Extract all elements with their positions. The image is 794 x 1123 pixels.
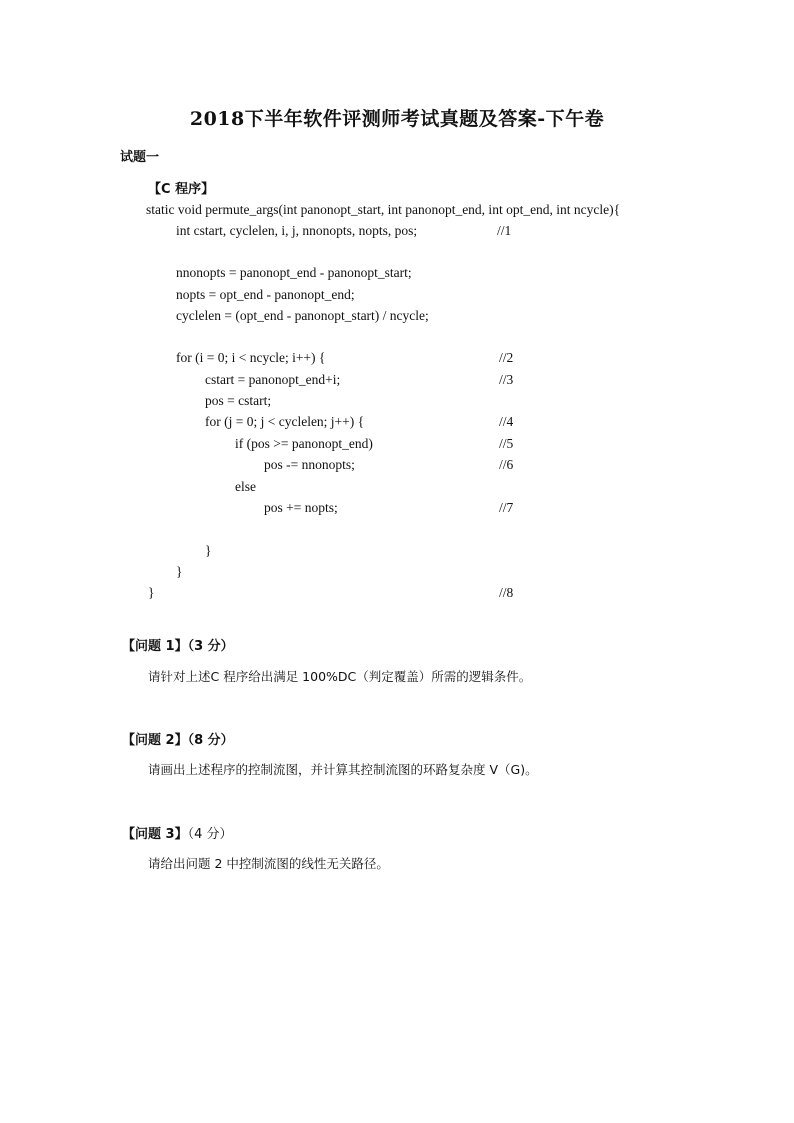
code-line: } [176, 564, 183, 579]
code-line: } [148, 585, 155, 600]
question-1-points: （3 分） [187, 639, 234, 654]
question-3-title [122, 823, 232, 842]
code-line: else [235, 479, 256, 494]
code-line: static void permute_args(int panonopt_start, int panonopt_end, int opt_end, int ncycle){ [146, 202, 621, 217]
question-2-points: （8 分） [187, 733, 234, 748]
code-line: cyclelen = (opt_end - panonopt_start) / ncycle; [176, 308, 429, 323]
question-3-label: 【问题 3】 [122, 827, 188, 842]
question-2-body: 请画出上述程序的控制流图，并计算其控制流图的环路复杂度 V（G)。 [148, 762, 538, 777]
question-2-label: 【问题 2】 [122, 733, 188, 748]
code-comment: //1 [497, 223, 512, 238]
code-comment: //5 [499, 436, 514, 451]
question-1-label: 【问题 1】 [122, 639, 188, 654]
question-1-body: 请针对上述C 程序给出满足 100%DC（判定覆盖）所需的逻辑条件。 [148, 669, 532, 684]
code-comment: //4 [499, 414, 514, 429]
code-line: cstart = panonopt_end+i; [205, 372, 341, 387]
question-3-body: 请给出问题 2 中控制流图的线性无关路径。 [148, 856, 389, 871]
code-heading: 【C 程序】 [148, 182, 215, 197]
code-line: pos += nopts; [264, 500, 338, 515]
code-comment: //8 [499, 585, 514, 600]
code-comment: //3 [499, 372, 514, 387]
code-line: pos -= nnonopts; [264, 457, 355, 472]
code-comment: //2 [499, 350, 514, 365]
code-line: pos = cstart; [205, 393, 272, 408]
code-line: nopts = opt_end - panonopt_end; [176, 287, 355, 302]
code-comment: //7 [499, 500, 514, 515]
code-line: for (j = 0; j < cyclelen; j++) { [205, 414, 365, 429]
code-line: } [205, 543, 212, 558]
code-line: int cstart, cyclelen, i, j, nnonopts, nopts, pos; [176, 223, 418, 238]
code-line: for (i = 0; i < ncycle; i++) { [176, 350, 326, 365]
code-comment: //6 [499, 457, 514, 472]
question-3-points: （4 分） [187, 827, 233, 842]
code-line: nnonopts = panonopt_end - panonopt_start; [176, 265, 412, 280]
question-2-title [122, 729, 234, 748]
question-1-title [122, 635, 234, 654]
code-line: if (pos >= panonopt_end) [235, 436, 373, 451]
document-title: 2018下半年软件评测师考试真题及答案-下午卷 [189, 108, 605, 130]
section-label: 试题一 [120, 150, 160, 165]
